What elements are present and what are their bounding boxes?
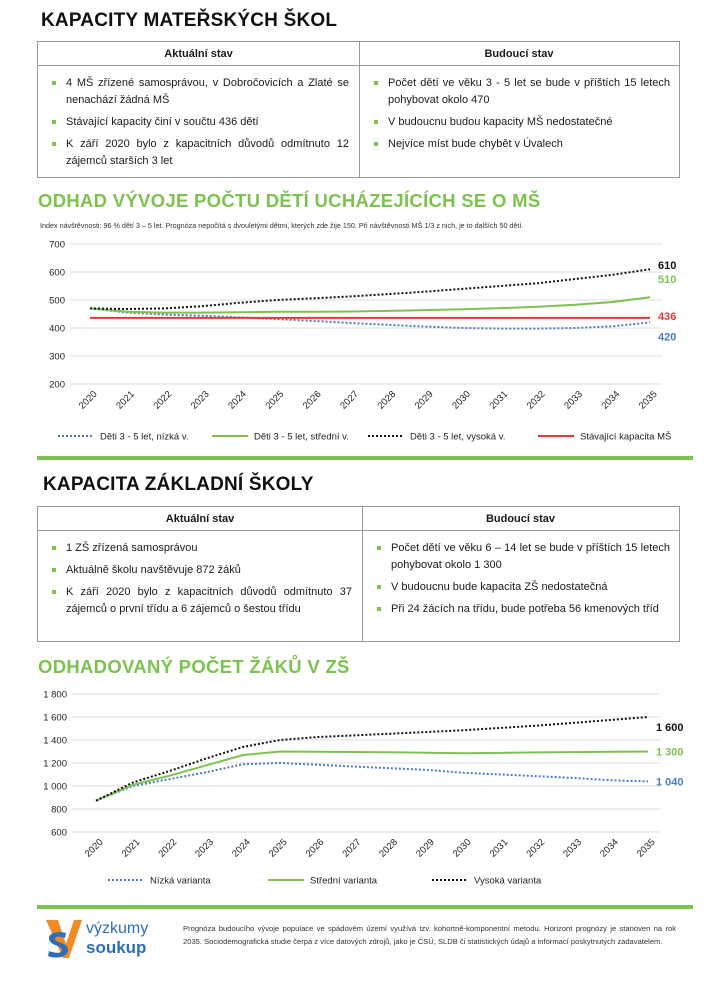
- ms-future-item: Nejvíce míst bude chybět v Úvalech: [370, 136, 670, 153]
- x-tick-label: 2022: [151, 388, 175, 412]
- series-end-label: 1 300: [656, 746, 684, 759]
- footer-text: Prognóza budoucího vývoje populace ve spádovém území využívá tzv. kohortně-komponentní metodu. Horizont prognózy je stanoven na rok 2035. Sociodemografická studie čerpá z více datových zdrojů, jako je ČSÚ, SLDB či statistických údajů a informací poskytnutých zadavatelem.: [183, 924, 676, 946]
- series-line: [96, 752, 648, 801]
- series-line: [96, 717, 648, 801]
- x-tick-label: 2020: [82, 836, 106, 860]
- x-tick-label: 2026: [303, 836, 327, 860]
- legend-label: Děti 3 - 5 let, nízká v.: [100, 431, 189, 443]
- ms-section-title: KAPACITY MATEŘSKÝCH ŠKOL: [41, 10, 338, 31]
- x-tick-label: 2023: [188, 388, 212, 412]
- zs-chart-title: ODHADOVANÝ POČET ŽÁKŮ V ZŠ: [38, 656, 350, 677]
- y-tick-label: 800: [51, 804, 67, 816]
- x-tick-label: 2030: [450, 836, 474, 860]
- ms-current-item: 4 MŠ zřízené samosprávou, v Dobročovicích a Zlaté se nenachází žádná MŠ: [48, 75, 349, 109]
- y-tick-label: 700: [49, 239, 65, 251]
- zs-future-header: Budoucí stav: [362, 507, 679, 531]
- series-end-label: 610: [658, 260, 677, 273]
- footer-divider: [37, 905, 693, 909]
- y-tick-label: 1 400: [43, 735, 67, 747]
- y-tick-label: 500: [49, 295, 65, 307]
- x-tick-label: 2023: [193, 836, 216, 860]
- y-tick-label: 1 800: [43, 689, 67, 701]
- y-tick-label: 1 000: [43, 781, 67, 793]
- x-tick-label: 2034: [598, 836, 621, 860]
- x-tick-label: 2021: [114, 388, 137, 412]
- zs-future-item: Při 24 žácích na třídu, bude potřeba 56 kmenových tříd: [373, 601, 670, 618]
- zs-capacity-table: [37, 506, 680, 642]
- ms-chart-title: ODHAD VÝVOJE POČTU DĚTÍ UCHÁZEJÍCÍCH SE O MŠ: [38, 190, 541, 211]
- series-end-label: 436: [658, 310, 677, 323]
- x-tick-label: 2026: [300, 388, 324, 412]
- series-end-label: 510: [658, 274, 677, 287]
- y-tick-label: 200: [49, 379, 65, 391]
- zs-current-item: 1 ZŠ zřízená samosprávou: [48, 540, 352, 557]
- x-tick-label: 2034: [599, 388, 623, 412]
- x-tick-label: 2025: [266, 836, 290, 860]
- y-tick-label: 400: [49, 323, 65, 335]
- zs-current-header: Aktuální stav: [38, 507, 362, 531]
- ms-current-header: Aktuální stav: [38, 42, 359, 66]
- x-tick-label: 2024: [226, 388, 249, 412]
- zs-future-item: Počet dětí ve věku 6 – 14 let se bude v příštích 15 letech pohybovat okolo 1 300: [373, 540, 670, 574]
- ms-capacity-table: [37, 41, 680, 178]
- zs-section-title: KAPACITA ZÁKLADNÍ ŠKOLY: [43, 474, 314, 495]
- ms-future-header: Budoucí stav: [359, 42, 679, 66]
- y-tick-label: 300: [49, 351, 65, 363]
- x-tick-label: 2027: [338, 388, 361, 412]
- x-tick-label: 2029: [414, 836, 437, 860]
- y-tick-label: 1 600: [43, 712, 67, 724]
- x-tick-label: 2025: [263, 388, 287, 412]
- logo-text-bottom: soukup: [86, 938, 147, 957]
- vyzkumy-soukup-logo: [44, 918, 164, 964]
- x-tick-label: 2022: [156, 836, 180, 860]
- y-tick-label: 1 200: [43, 758, 67, 770]
- x-tick-label: 2035: [636, 388, 660, 412]
- x-tick-label: 2035: [634, 836, 658, 860]
- x-tick-label: 2028: [377, 836, 400, 860]
- section-divider: [37, 456, 693, 460]
- legend-label: Děti 3 - 5 let, střední v.: [254, 431, 349, 443]
- ms-children-chart: [0, 232, 723, 450]
- legend-label: Vysoká varianta: [474, 875, 542, 887]
- y-tick-label: 600: [51, 827, 67, 839]
- x-tick-label: 2027: [340, 836, 364, 860]
- series-end-label: 1 040: [656, 776, 684, 789]
- series-line: [90, 269, 650, 309]
- x-tick-label: 2032: [524, 836, 548, 860]
- x-tick-label: 2028: [375, 388, 399, 412]
- x-tick-label: 2021: [119, 836, 143, 860]
- zs-pupils-chart: [0, 684, 723, 890]
- series-end-label: 420: [658, 331, 677, 344]
- ms-current-item: K září 2020 bylo z kapacitních důvodů odmítnuto 12 zájemců starších 3 let: [48, 136, 349, 170]
- logo-text-top: výzkumy: [86, 920, 149, 937]
- x-tick-label: 2032: [524, 388, 548, 412]
- ms-chart-note: Index návštěvnosti: 96 % dětí 3 – 5 let. Prognóza nepočítá s dvouletými dětmi, kterých zde žije 150. Při návštěvnosti MŠ 1/3 z nich, je to dalších 50 dětí.: [40, 221, 524, 230]
- series-line: [90, 297, 650, 312]
- ms-future-item: Počet dětí ve věku 3 - 5 let se bude v příštích 15 letech pohybovat okolo 470: [370, 75, 670, 109]
- x-tick-label: 2020: [76, 388, 100, 412]
- legend-label: Nízká varianta: [150, 875, 211, 887]
- x-tick-label: 2033: [562, 388, 585, 412]
- ms-future-item: V budoucnu budou kapacity MŠ nedostatečné: [370, 114, 670, 131]
- series-end-label: 1 600: [656, 722, 684, 734]
- y-tick-label: 600: [49, 267, 65, 279]
- legend-label: Děti 3 - 5 let, vysoká v.: [410, 431, 506, 443]
- x-tick-label: 2029: [412, 388, 436, 412]
- x-tick-label: 2030: [450, 388, 473, 412]
- logo-mark-icon: [44, 918, 84, 962]
- x-tick-label: 2031: [487, 388, 511, 412]
- legend-label: Stávající kapacita MŠ: [580, 431, 672, 443]
- x-tick-label: 2024: [230, 836, 253, 860]
- legend-label: Střední varianta: [310, 875, 378, 887]
- x-tick-label: 2033: [561, 836, 584, 860]
- zs-future-item: V budoucnu bude kapacita ZŠ nedostatečná: [373, 579, 670, 596]
- x-tick-label: 2031: [487, 836, 511, 860]
- zs-current-item: Aktuálně školu navštěvuje 872 žáků: [48, 562, 352, 579]
- ms-current-item: Stávající kapacity činí v součtu 436 dětí: [48, 114, 349, 131]
- zs-current-item: K září 2020 bylo z kapacitních důvodů odmítnuto 37 zájemců o první třídu a 6 zájemců o šestou třídu: [48, 584, 352, 618]
